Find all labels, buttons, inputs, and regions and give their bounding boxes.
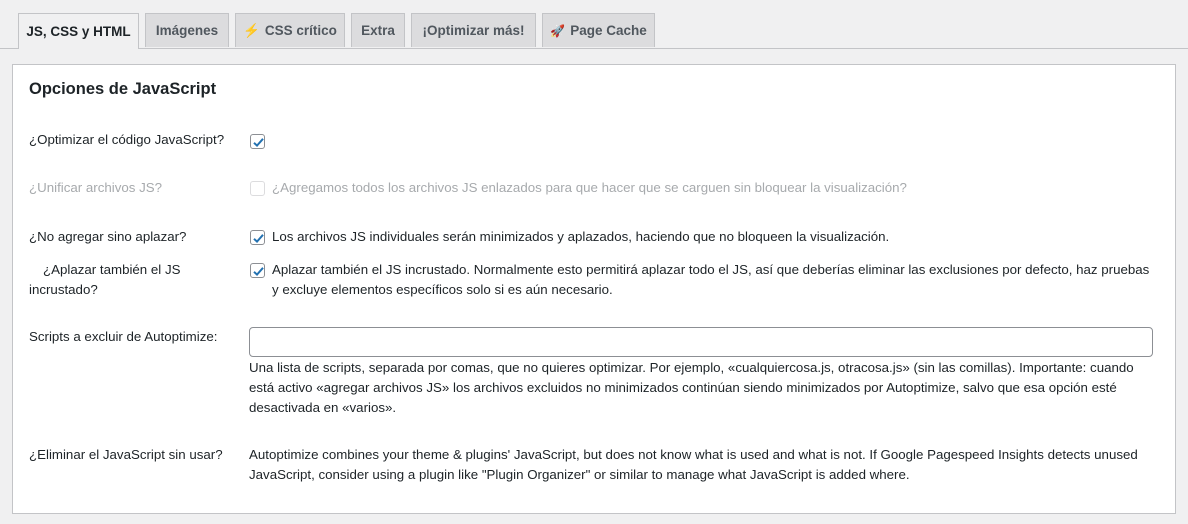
defer-inline-description: Aplazar también el JS incrustado. Normalmente esto permitirá aplazar todo el JS, así que deberías eliminar las exclusiones por defecto, haz pruebas y excluye elementos específicos solo si es aún necesario.	[272, 262, 1150, 297]
exclude-scripts-description: Una lista de scripts, separada por comas, que no quieres optimizar. Por ejemplo, «cualquiercosa.js, otracosa.js» (sin las comillas). Importante: cuando está activo «agregar archivos JS» los archivos excluidos no minimizados continúan siendo minimizados por Autoptimize, salvo que esa opción esté desactivada en «varios».	[249, 360, 1134, 415]
tab-extra[interactable]	[351, 13, 405, 47]
tab-css-critico-label: CSS crítico	[264, 23, 337, 38]
tab-optimizar-mas-label: ¡Optimizar más!	[422, 23, 525, 38]
optimize-js-label: ¿Optimizar el código JavaScript?	[29, 132, 225, 147]
aggregate-js-label: ¿Unificar archivos JS?	[29, 180, 163, 195]
tab-optimizar-mas[interactable]	[411, 13, 536, 47]
optimize-js-checkbox[interactable]	[250, 134, 265, 149]
tab-js-css-html[interactable]	[18, 13, 139, 49]
lightning-icon: ⚡	[243, 22, 260, 38]
defer-js-label: ¿No agregar sino aplazar?	[29, 229, 187, 244]
js-options-panel	[12, 64, 1176, 514]
tab-page-cache-label: Page Cache	[570, 23, 647, 38]
defer-js-description: Los archivos JS individuales serán minimizados y aplazados, haciendo que no bloqueen la visualización.	[272, 229, 890, 244]
tab-js-css-html-label: JS, CSS y HTML	[26, 24, 131, 39]
checkmark-icon	[251, 135, 266, 150]
aggregate-js-checkbox	[250, 181, 265, 196]
settings-tabs	[0, 0, 1188, 49]
checkmark-icon	[251, 264, 266, 279]
tab-extra-label: Extra	[361, 23, 395, 38]
tab-imagenes-label: Imágenes	[155, 23, 219, 38]
exclude-scripts-input[interactable]	[249, 327, 1153, 357]
aggregate-js-description: ¿Agregamos todos los archivos JS enlazados para que hacer que se carguen sin bloquear la visualización?	[272, 180, 907, 195]
tab-imagenes[interactable]	[145, 13, 229, 47]
unused-js-description: Autoptimize combines your theme & plugins' JavaScript, but does not know what is used and what is not. If Google Pagespeed Insights detects unused JavaScript, consider using a plugin like "Plugin Organizer" or similar to manage what JavaScript is added where.	[249, 447, 1138, 482]
exclude-scripts-label: Scripts a excluir de Autoptimize:	[29, 329, 218, 344]
checkmark-icon	[251, 231, 266, 246]
defer-js-checkbox[interactable]	[250, 230, 265, 245]
unused-js-label: ¿Eliminar el JavaScript sin usar?	[29, 447, 223, 462]
defer-inline-label: ¿Aplazar también el JS incrustado?	[29, 262, 181, 297]
tab-css-critico[interactable]	[235, 13, 345, 47]
rocket-icon: 🚀	[550, 23, 566, 38]
tab-page-cache[interactable]	[542, 13, 655, 47]
section-title: Opciones de JavaScript	[29, 80, 217, 98]
defer-inline-checkbox[interactable]	[250, 263, 265, 278]
